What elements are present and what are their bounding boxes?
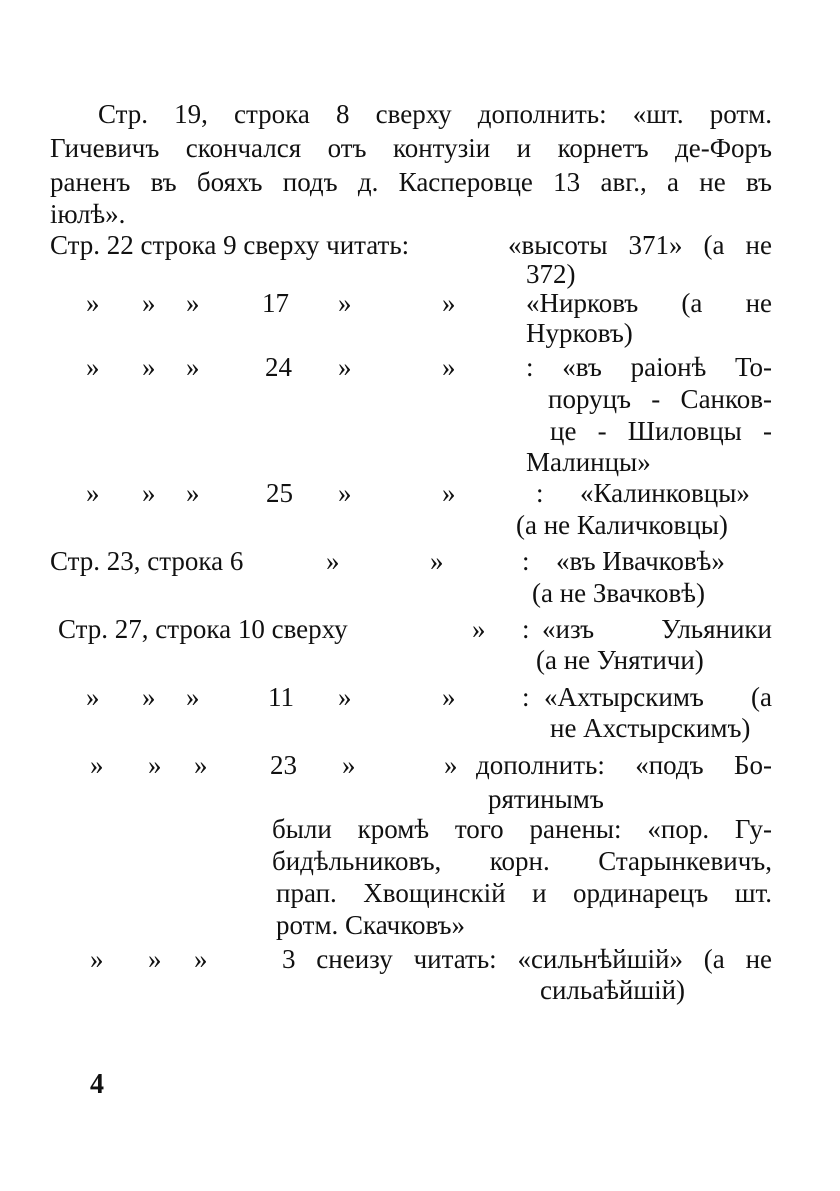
ditto-mark: » [442, 288, 456, 318]
ditto-mark: » [194, 750, 208, 780]
ditto-mark: » [142, 352, 156, 382]
ditto-mark: » [86, 352, 100, 382]
p22-text-2: 372) [526, 259, 576, 289]
ditto-mark: » [442, 682, 456, 712]
r25-text-2: (а не Каличковцы) [516, 510, 728, 540]
ditto-mark: » [338, 288, 352, 318]
ditto-mark: » [186, 682, 200, 712]
r24-text-1: : «въ раіонѣ То- [526, 352, 772, 382]
line-number: 17 [262, 288, 289, 318]
p23-head: Стр. 23, строка 6 [50, 546, 244, 576]
p27-text-1: «изъ Ульяники [542, 614, 772, 644]
ditto-mark: » [472, 614, 486, 644]
p27-head: Стр. 27, строка 10 сверху [58, 614, 348, 644]
p19-line-2: Гичевичъ скончался отъ контузіи и корнетъ де-Форъ [50, 133, 772, 163]
colon: : [536, 478, 544, 508]
r11-text-2: не Ахстырскимъ) [550, 713, 751, 743]
r23-text-1: дополнить: «подъ Бо- [476, 750, 772, 780]
r23-text-3: были кромѣ того ранены: «пор. Гу- [272, 814, 772, 844]
colon: : [522, 682, 530, 712]
ditto-mark: » [142, 288, 156, 318]
ditto-mark: » [442, 478, 456, 508]
line-number: 24 [265, 352, 292, 382]
ditto-mark: » [90, 944, 104, 974]
r23-text-2: рятинымъ [488, 784, 604, 814]
r24-text-3: це - Шиловцы - [550, 416, 772, 446]
p27-text-2: (а не Унятичи) [536, 645, 704, 675]
r24-text-2: поруцъ - Санков- [548, 384, 772, 414]
r25-text-1: «Калинковцы» [580, 478, 750, 508]
ditto-mark: » [86, 288, 100, 318]
ditto-mark: » [142, 682, 156, 712]
r3-text-2: сильаѣйшій) [540, 975, 686, 1005]
line-number: 11 [268, 682, 294, 712]
ditto-mark: » [338, 478, 352, 508]
r3-text-1: 3 снеизу читать: «сильнѣйшій» (а не [282, 944, 772, 974]
ditto-mark: » [86, 682, 100, 712]
ditto-mark: » [444, 750, 458, 780]
line-number: 23 [270, 750, 297, 780]
colon: : [522, 546, 530, 576]
p19-line-1: Стр. 19, строка 8 сверху дополнить: «шт. ротм. [98, 99, 772, 129]
ditto-mark: » [430, 546, 444, 576]
p19-line-3: раненъ въ бояхъ подъ д. Касперовце 13 авг., а не въ [50, 167, 772, 197]
r23-text-5: прап. Хвощинскій и ординарецъ шт. [276, 878, 772, 908]
r23-text-6: ротм. Скачковъ» [276, 910, 466, 940]
ditto-mark: » [342, 750, 356, 780]
ditto-mark: » [186, 352, 200, 382]
ditto-mark: » [186, 478, 200, 508]
colon: : [522, 614, 530, 644]
r24-text-4: Малинцы» [526, 447, 651, 477]
ditto-mark: » [326, 546, 340, 576]
p22-text-1: «высоты 371» (а не [508, 230, 772, 260]
page-number: 4 [90, 1069, 104, 1100]
ditto-mark: » [148, 750, 162, 780]
ditto-mark: » [338, 352, 352, 382]
p19-line-4: іюлѣ». [50, 199, 126, 229]
ditto-mark: » [90, 750, 104, 780]
ditto-mark: » [142, 478, 156, 508]
r11-text-1: «Ахтырскимъ (а [544, 682, 772, 712]
ditto-mark: » [442, 352, 456, 382]
ditto-mark: » [148, 944, 162, 974]
r17-text-1: «Нирковъ (а не [526, 288, 772, 318]
ditto-mark: » [338, 682, 352, 712]
ditto-mark: » [86, 478, 100, 508]
p23-text-1: «въ Ивачковѣ» [556, 546, 725, 576]
ditto-mark: » [186, 288, 200, 318]
p23-text-2: (а не Звачковѣ) [532, 578, 705, 608]
r23-text-4: бидѣльниковъ, корн. Старынкевичъ, [272, 846, 772, 876]
r17-text-2: Нурковъ) [526, 318, 633, 348]
line-number: 25 [266, 478, 293, 508]
p22-head: Стр. 22 строка 9 сверху читать: [50, 230, 410, 260]
ditto-mark: » [194, 944, 208, 974]
